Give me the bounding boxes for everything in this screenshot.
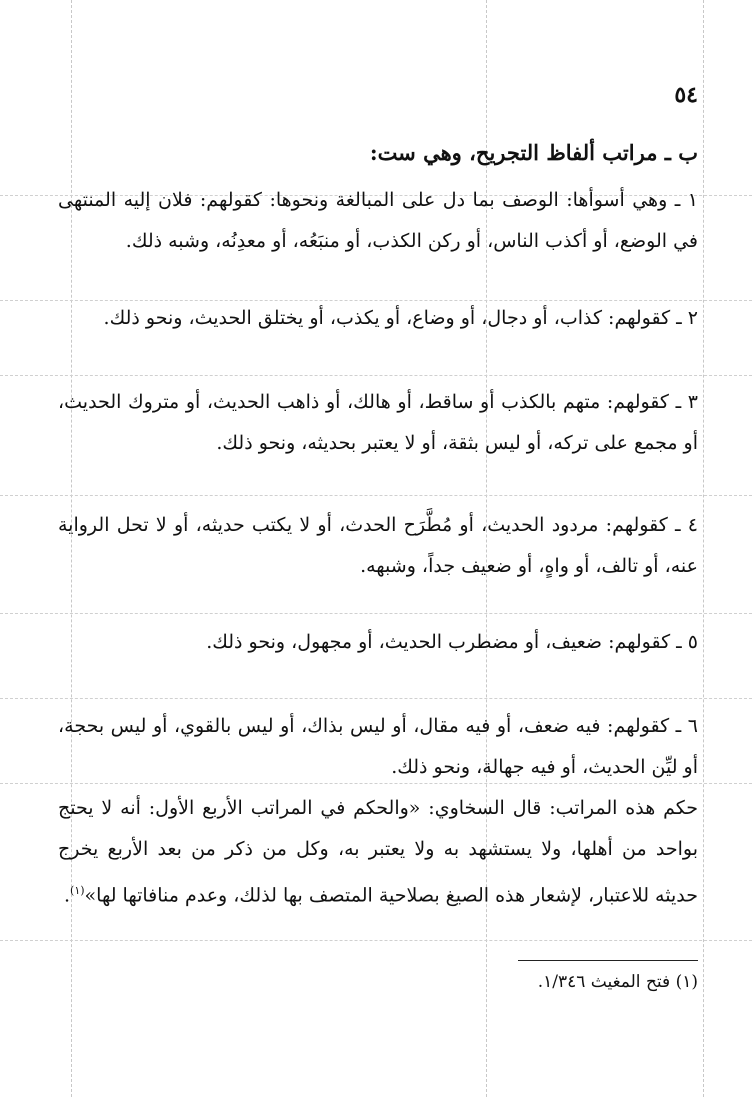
footnote-separator [518,960,698,961]
paragraph-ruling: حكم هذه المراتب: قال السخاوي: «والحكم في المراتب الأربع الأول: أنه لا يحتج بواحد من أهلها، ولا يستشهد به ولا يعتبر به، وكل من ذكر من بعد الأربع يخرج حديثه للاعتبار، لإشعار هذه الصيغ بصلاحية المتصف بها لذلك، وعدم منافاتها لها»$^{(١)}$. [58,797,698,907]
page-number: ٥٤ [674,82,698,108]
scan-guide-right [703,0,704,1097]
ruling-text: حكم هذه المراتب: قال السخاوي: «والحكم في المراتب الأربع الأول: أنه لا يحتج بواحد من أهلها، ولا يستشهد به ولا يعتبر به، وكل من ذكر من بعد الأربع يخرج حديثه للاعتبار، لإشعار هذه الصيغ بصلاحية المتصف بها لذلك، وعدم منافاتها لها» [58,797,698,907]
footnote: (١) فتح المغيث ١/٣٤٦. [537,972,698,992]
footnote-marker: (١) [70,884,85,897]
paragraph-rank-1: ١ ـ وهي أسوأها: الوصف بما دل على المبالغة ونحوها: كقولهم: فلان إليه المنتهى في الوضع، أو أكذب الناس، أو ركن الكذب، أو منبَعُه، أو معدِنُه، وشبه ذلك. [58,189,698,252]
section-heading: ب ـ مراتب ألفاظ التجريح، وهي ست: [369,140,698,165]
paragraph-rank-3: ٣ ـ كقولهم: متهم بالكذب أو ساقط، أو هالك، أو ذاهب الحديث، أو متروك الحديث، أو مجمع على تركه، أو ليس بثقة، أو لا يعتبر بحديثه، ونحو ذلك. [58,391,698,454]
paragraph-rank-6: ٦ ـ كقولهم: فيه ضعف، أو فيه مقال، أو ليس بذاك، أو ليس بالقوي، أو ليس بحجة، أو ليِّن الحديث، أو فيه جهالة، ونحو ذلك. [58,715,698,778]
paragraph-rank-4: ٤ ـ كقولهم: مردود الحديث، أو مُطَّرَح الحدث، أو لا يكتب حديثه، أو لا تحل الرواية عنه، أو تالف، أو واهٍ، أو ضعيف جداً، وشبهه. [58,514,698,577]
paragraph-rank-5: ٥ ـ كقولهم: ضعيف، أو مضطرب الحديث، أو مجهول، ونحو ذلك. [206,631,698,653]
paragraph-rank-2: ٢ ـ كقولهم: كذاب، أو دجال، أو وضاع، أو يكذب، أو يختلق الحديث، ونحو ذلك. [103,307,698,329]
book-page [58,0,698,1097]
